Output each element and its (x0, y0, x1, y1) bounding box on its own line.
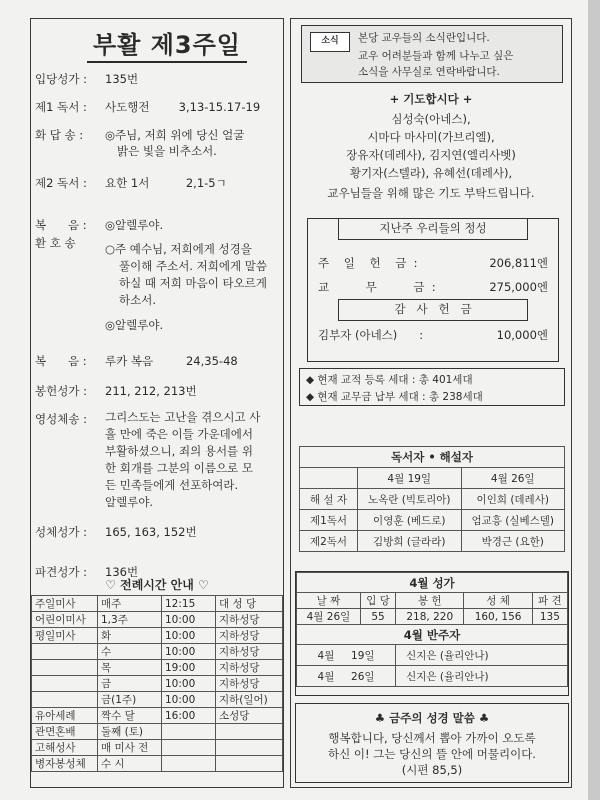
verse-line-2: 하신 이! 그는 당신의 뜰 안에 머물리이다. (328, 747, 536, 761)
schedule-table (31, 595, 283, 772)
table-cell: 매주 (98, 596, 162, 612)
registered-households: ◆ 현재 교적 등록 세대 : 총 401세대 (306, 374, 473, 386)
table-cell: 지하성당 (216, 612, 283, 628)
gospel-row: 복 음 : 루카 복음 24,35-48 (35, 354, 238, 368)
prayer-request: 교우님들을 위해 많은 기도 부탁드립니다. (327, 186, 535, 200)
prayer-name-1: 심성숙(아네스), (391, 112, 471, 126)
news-line-2: 교우 어려분들과 함께 나누고 싶은 (358, 50, 514, 62)
table-cell: 지하(일어) (216, 692, 283, 708)
table-cell: 대 성 당 (216, 596, 283, 612)
table-cell (162, 724, 216, 740)
table-cell: 유아세례 (32, 708, 98, 724)
table-cell: 둘째 (토) (98, 724, 162, 740)
news-logo: 소식 (310, 32, 350, 52)
thanks-offering-heading: 감 사 헌 금 (338, 299, 528, 321)
table-cell (32, 692, 98, 708)
acclamation-verse: ○주 예수님, 저희에게 성경을 풀이해 주소서. 저희에게 말씀 하실 때 저희 마음이 타오르게 하소서. (105, 242, 267, 307)
table-row (32, 740, 283, 756)
accompanist-heading: 4월 반주자 (297, 625, 568, 645)
april-hymns-heading: 4월 성가 (297, 573, 568, 593)
table-cell: 평일미사 (32, 628, 98, 644)
table-cell: 어린이미사 (32, 612, 98, 628)
communion-antiphon-text: 그리스도는 고난을 겪으시고 사 흘 만에 죽은 이들 가운데에서 부활하셨으니, 죄의 용서를 위 한 회개를 그분의 이름으로 모 든 민족들에게 선포하여라. 알렐루야. (105, 410, 261, 509)
table-cell: 10:00 (162, 676, 216, 692)
table-cell (32, 660, 98, 676)
table-cell: 10:00 (162, 644, 216, 660)
table-cell: 지하성당 (216, 628, 283, 644)
tithe-households: ◆ 현재 교무금 납부 세대 : 총 238세대 (306, 391, 483, 403)
parish-stats-box (299, 368, 565, 406)
psalm-response-line2: 밝은 빛을 비추소서. (117, 144, 217, 158)
table-cell: 지하성당 (216, 660, 283, 676)
psalm-row: 화 답 송 : ◎주님, 저희 위에 당신 얼굴 (35, 128, 245, 142)
table-cell: 수 (98, 644, 162, 660)
table-row (32, 692, 283, 708)
tithe-label: 교 무 금 : (318, 280, 436, 294)
table-cell (162, 756, 216, 772)
acclamation-response: ◎알렐루야. (105, 318, 164, 332)
table-row (32, 628, 283, 644)
table-cell: 16:00 (162, 708, 216, 724)
table-row (32, 660, 283, 676)
table-cell: 10:00 (162, 612, 216, 628)
table-row (32, 612, 283, 628)
readers-table (299, 446, 565, 552)
table-cell: 화 (98, 628, 162, 644)
table-row: 제2독서 김방희 (글라라) 박경근 (요한) (300, 531, 565, 552)
table-cell (32, 644, 98, 660)
table-cell: 매 미사 전 (98, 740, 162, 756)
page-edge (588, 0, 600, 800)
april-hymns-table: 4월 성가 날 짜 입 당 봉 헌 성 체 파 견 4월 26일 55 218, 220 160, 156 135 4월 반주자 4월 19일 신지은 (율리안나) 4월 26일 신지은 (율리안나) (296, 572, 568, 687)
verse-line-1: 행복합니다, 당신께서 뽑아 가까이 오도록 (328, 731, 536, 745)
table-cell: 12:15 (162, 596, 216, 612)
table-cell: 관면혼배 (32, 724, 98, 740)
page-title: 부활 제3주일 (87, 25, 247, 63)
verse-heading: ♣ 금주의 성경 말씀 ♣ (374, 711, 490, 725)
table-cell: 주일미사 (32, 596, 98, 612)
entrance-hymn-row: 입당성가 : 135번 (35, 72, 139, 86)
april-hymns-box (295, 571, 569, 696)
reader-date-2: 4월 26일 (461, 468, 565, 489)
table-cell (216, 756, 283, 772)
table-row: 제1독서 이영훈 (베드로) 엄교흥 (실베스델) (300, 510, 565, 531)
table-row (32, 756, 283, 772)
news-box (301, 25, 563, 83)
table-cell: 고해성사 (32, 740, 98, 756)
table-row (32, 676, 283, 692)
table-cell: 수 시 (98, 756, 162, 772)
gospel-acclamation-row: 복 음 : ◎알렐루야. (35, 218, 164, 232)
news-line-3: 소식을 사무실로 연락바랍니다. (358, 66, 500, 78)
table-cell (216, 740, 283, 756)
table-cell: 10:00 (162, 692, 216, 708)
first-reading-row: 제1 독서 : 사도행전 3,13-15.17-19 (35, 100, 261, 114)
table-cell: 1,3주 (98, 612, 162, 628)
donor-name: 김부자 (아네스) : (318, 328, 424, 342)
table-cell: 19:00 (162, 660, 216, 676)
table-cell (32, 676, 98, 692)
table-cell (162, 740, 216, 756)
table-row: 4월 26일 55 218, 220 160, 156 135 (297, 609, 568, 625)
table-cell: 금(1주) (98, 692, 162, 708)
liturgy-column (30, 18, 284, 788)
donor-amount: 10,000엔 (496, 328, 548, 342)
table-cell: 병자봉성체 (32, 756, 98, 772)
reader-date-1: 4월 19일 (358, 468, 462, 489)
news-column (290, 18, 572, 788)
schedule-title: ♡ 전례시간 안내 ♡ (105, 578, 209, 592)
communion-antiphon-row: 영성체송 : (35, 412, 87, 426)
sunday-collection-value: 206,811엔 (489, 256, 548, 270)
offering-box (307, 218, 559, 362)
table-cell: 10:00 (162, 628, 216, 644)
weekly-verse-box (295, 703, 569, 783)
table-cell: 짝수 달 (98, 708, 162, 724)
communion-hymn-row: 성체성가 : 165, 163, 152번 (35, 525, 197, 539)
second-reading-row: 제2 독서 : 요한 1서 2,1-5ㄱ (35, 176, 227, 190)
table-cell: 금 (98, 676, 162, 692)
prayer-name-3: 장유자(데레사), 김지연(엘리사벳) (346, 148, 516, 162)
tithe-value: 275,000엔 (489, 280, 548, 294)
table-row: 4월 19일 신지은 (율리안나) (297, 645, 568, 666)
offering-heading: 지난주 우리들의 정성 (338, 218, 528, 240)
readers-heading: 독서자 • 해설자 (300, 447, 565, 468)
table-cell: 지하성당 (216, 676, 283, 692)
table-cell: 지하성당 (216, 644, 283, 660)
prayer-name-4: 황기자(스텔라), 유혜선(데레사), (349, 166, 513, 180)
table-cell: 소성당 (216, 708, 283, 724)
offertory-hymn-row: 봉헌성가 : 211, 212, 213번 (35, 384, 197, 398)
prayer-name-2: 시마다 마사미(가브리엘), (367, 130, 495, 144)
table-row (32, 596, 283, 612)
prayer-heading: + 기도합시다 + (389, 92, 473, 106)
table-cell: 목 (98, 660, 162, 676)
verse-citation: (시편 85,5) (401, 763, 463, 777)
table-row: 해 설 자 노옥란 (빅토리아) 이인희 (데레사) (300, 489, 565, 510)
table-row (32, 708, 283, 724)
acclamation-label: 환 호 송 (35, 236, 76, 250)
table-row: 4월 26일 신지은 (율리안나) (297, 666, 568, 687)
recessional-hymn-row: 파견성가 : 136번 (35, 565, 139, 579)
table-row (32, 724, 283, 740)
news-line-1: 본당 교우들의 소식란입니다. (358, 32, 490, 44)
table-cell (216, 724, 283, 740)
table-row (32, 644, 283, 660)
sunday-collection-label: 주 일 헌 금 : (318, 256, 418, 270)
